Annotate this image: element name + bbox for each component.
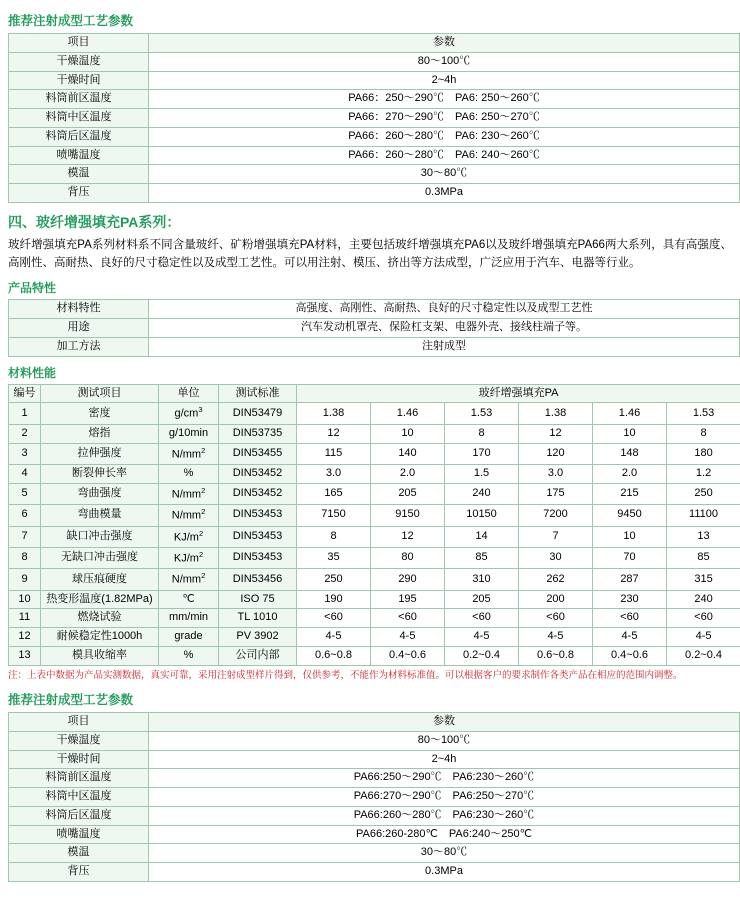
test-unit: ℃ (159, 590, 219, 609)
test-value-4: 287 (593, 569, 667, 590)
test-value-0: 35 (297, 547, 371, 568)
test-value-1: 290 (371, 569, 445, 590)
row-number: 4 (9, 464, 41, 483)
row-number: 9 (9, 569, 41, 590)
test-value-0: 0.6~0.8 (297, 646, 371, 665)
column-header-0: 项目 (9, 34, 149, 53)
test-value-0: 115 (297, 443, 371, 464)
row-value: 30～80℃ (149, 844, 740, 863)
features-title: 产品特性 (8, 281, 57, 296)
test-unit: % (159, 464, 219, 483)
test-unit: grade (159, 628, 219, 647)
row-value: 2~4h (149, 750, 740, 769)
test-standard: PV 3902 (219, 628, 297, 647)
column-group-header: 玻纤增强填充PA (297, 384, 740, 403)
row-value: 80～100℃ (149, 52, 740, 71)
test-standard: DIN53456 (219, 569, 297, 590)
test-value-4: 9450 (593, 505, 667, 526)
feature-label: 材料特性 (9, 300, 149, 319)
table-row (9, 424, 740, 443)
top-process-title: 推荐注射成型工艺参数 (8, 14, 134, 28)
test-value-2: 170 (445, 443, 519, 464)
column-header-2: 单位 (159, 384, 219, 403)
test-value-5: 85 (667, 547, 740, 568)
features-body (9, 300, 740, 356)
table-row (9, 71, 740, 90)
test-item: 弯曲模量 (41, 505, 159, 526)
test-value-3: 7 (519, 526, 593, 547)
test-value-0: 1.38 (297, 403, 371, 424)
test-value-0: <60 (297, 609, 371, 628)
row-value: PA66：260～280℃ PA6: 240～260℃ (149, 146, 740, 165)
test-standard: TL 1010 (219, 609, 297, 628)
test-unit: $N/mm^2$ (159, 569, 219, 590)
test-value-3: 1.38 (519, 403, 593, 424)
table-row (9, 52, 740, 71)
test-standard: ISO 75 (219, 590, 297, 609)
table-row (9, 464, 740, 483)
test-value-4: 70 (593, 547, 667, 568)
test-value-0: 12 (297, 424, 371, 443)
table-row (9, 505, 740, 526)
test-value-5: 0.2~0.4 (667, 646, 740, 665)
test-value-4: 2.0 (593, 464, 667, 483)
table-row (9, 825, 740, 844)
bottom-process-body (9, 713, 740, 882)
test-value-0: 250 (297, 569, 371, 590)
top-process-body (9, 34, 740, 203)
test-value-1: 12 (371, 526, 445, 547)
test-value-1: 4-5 (371, 628, 445, 647)
test-value-2: 1.5 (445, 464, 519, 483)
table-row (9, 628, 740, 647)
table-row (9, 646, 740, 665)
row-label: 料筒中区温度 (9, 788, 149, 807)
column-header-0: 编号 (9, 384, 41, 403)
test-value-2: 1.53 (445, 403, 519, 424)
features-table (8, 299, 740, 356)
row-label: 干燥时间 (9, 71, 149, 90)
row-value: PA66:260-280℃ PA6:240～250℃ (149, 825, 740, 844)
row-label: 喷嘴温度 (9, 146, 149, 165)
table-row (9, 731, 740, 750)
table-row (9, 483, 740, 504)
table-row (9, 863, 740, 882)
table-row (9, 609, 740, 628)
table-row (9, 443, 740, 464)
bottom-process-title: 推荐注射成型工艺参数 (8, 693, 134, 708)
test-value-0: 4-5 (297, 628, 371, 647)
row-label: 干燥温度 (9, 52, 149, 71)
table-row (9, 806, 740, 825)
test-value-0: 8 (297, 526, 371, 547)
test-item: 断裂伸长率 (41, 464, 159, 483)
performance-title: 材料性能 (8, 365, 57, 380)
test-value-5: <60 (667, 609, 740, 628)
row-value: PA66:260～280℃ PA6:230～260℃ (149, 806, 740, 825)
test-value-3: 4-5 (519, 628, 593, 647)
test-unit: $N/mm^2$ (159, 483, 219, 504)
test-standard: DIN53453 (219, 526, 297, 547)
test-value-1: 205 (371, 483, 445, 504)
test-item: 模具收缩率 (41, 646, 159, 665)
test-value-2: 205 (445, 590, 519, 609)
test-value-4: 10 (593, 526, 667, 547)
test-value-1: 1.46 (371, 403, 445, 424)
test-value-5: 250 (667, 483, 740, 504)
row-label: 模温 (9, 844, 149, 863)
table-row (9, 569, 740, 590)
test-standard: DIN53452 (219, 483, 297, 504)
row-value: 0.3MPa (149, 863, 740, 882)
test-value-5: 315 (667, 569, 740, 590)
test-value-4: 148 (593, 443, 667, 464)
table-row (9, 844, 740, 863)
row-number: 12 (9, 628, 41, 647)
column-header-3: 测试标准 (219, 384, 297, 403)
test-standard: 公司内部 (219, 646, 297, 665)
test-value-2: 310 (445, 569, 519, 590)
performance-body (9, 403, 740, 665)
test-standard: DIN53479 (219, 403, 297, 424)
test-standard: DIN53735 (219, 424, 297, 443)
test-value-1: 80 (371, 547, 445, 568)
test-value-4: 230 (593, 590, 667, 609)
performance-head (9, 384, 740, 403)
table-row (9, 788, 740, 807)
test-value-5: 13 (667, 526, 740, 547)
test-value-5: 180 (667, 443, 740, 464)
test-item: 弯曲强度 (41, 483, 159, 504)
row-number: 2 (9, 424, 41, 443)
row-value: PA66:250～290℃ PA6:230～260℃ (149, 769, 740, 788)
table-row (9, 146, 740, 165)
test-item: 热变形温度(1.82MPa) (41, 590, 159, 609)
test-value-0: 7150 (297, 505, 371, 526)
test-item: 密度 (41, 403, 159, 424)
column-header-1: 参数 (149, 34, 740, 53)
test-value-3: 0.6~0.8 (519, 646, 593, 665)
row-label: 料筒中区温度 (9, 109, 149, 128)
row-number: 10 (9, 590, 41, 609)
row-number: 8 (9, 547, 41, 568)
test-item: 无缺口冲击强度 (41, 547, 159, 568)
test-unit: $g/cm^3$ (159, 403, 219, 424)
test-value-3: 175 (519, 483, 593, 504)
test-value-2: 4-5 (445, 628, 519, 647)
table-header-row (9, 384, 740, 403)
table-row (9, 109, 740, 128)
row-value: PA66:270～290℃ PA6:250～270℃ (149, 788, 740, 807)
table-row (9, 90, 740, 109)
feature-label: 用途 (9, 319, 149, 338)
row-value: 80～100℃ (149, 731, 740, 750)
row-value: 2~4h (149, 71, 740, 90)
test-value-4: 0.4~0.6 (593, 646, 667, 665)
test-value-1: 10 (371, 424, 445, 443)
table-row (9, 337, 740, 356)
row-label: 料筒后区温度 (9, 806, 149, 825)
row-value: PA66：250～290℃ PA6: 250～260℃ (149, 90, 740, 109)
test-unit: $N/mm^2$ (159, 443, 219, 464)
test-value-3: 120 (519, 443, 593, 464)
test-item: 燃烧试验 (41, 609, 159, 628)
table-row (9, 127, 740, 146)
chapter-title: 四、玻纤增强填充PA系列： (8, 213, 181, 230)
row-label: 背压 (9, 863, 149, 882)
table-row (9, 184, 740, 203)
test-value-1: 140 (371, 443, 445, 464)
row-number: 11 (9, 609, 41, 628)
feature-value: 注射成型 (149, 337, 740, 356)
test-item: 拉伸强度 (41, 443, 159, 464)
row-label: 干燥时间 (9, 750, 149, 769)
table-row (9, 526, 740, 547)
test-value-3: <60 (519, 609, 593, 628)
test-value-3: 30 (519, 547, 593, 568)
test-standard: DIN53453 (219, 505, 297, 526)
row-number: 1 (9, 403, 41, 424)
test-value-0: 165 (297, 483, 371, 504)
test-value-5: 11100 (667, 505, 740, 526)
test-item: 球压痕硬度 (41, 569, 159, 590)
row-label: 料筒前区温度 (9, 769, 149, 788)
test-value-1: 195 (371, 590, 445, 609)
top-process-table (8, 33, 740, 203)
test-standard: DIN53452 (219, 464, 297, 483)
row-value: PA66：270～290℃ PA6: 250～270℃ (149, 109, 740, 128)
table-row (9, 300, 740, 319)
test-unit: $N/mm^2$ (159, 505, 219, 526)
test-unit: g/10min (159, 424, 219, 443)
table-row (9, 769, 740, 788)
test-value-3: 200 (519, 590, 593, 609)
test-value-3: 3.0 (519, 464, 593, 483)
test-value-3: 12 (519, 424, 593, 443)
test-value-4: 1.46 (593, 403, 667, 424)
performance-note: 注：上表中数据为产品实测数据，真实可靠，采用注射成型样片得到，仅供参考，不能作为材料标准值。可以根据客户的要求制作各类产品在相应的范围内调整。 (8, 669, 683, 681)
test-item: 缺口冲击强度 (41, 526, 159, 547)
row-value: 30～80℃ (149, 165, 740, 184)
test-value-4: 10 (593, 424, 667, 443)
test-value-5: 1.53 (667, 403, 740, 424)
bottom-process-table (8, 712, 740, 882)
test-value-3: 7200 (519, 505, 593, 526)
row-label: 模温 (9, 165, 149, 184)
test-value-5: 8 (667, 424, 740, 443)
table-header-row (9, 713, 740, 732)
test-value-2: 85 (445, 547, 519, 568)
feature-value: 汽车发动机罩壳、保险杠支架、电器外壳、接线柱端子等。 (149, 319, 740, 338)
test-value-2: 0.2~0.4 (445, 646, 519, 665)
table-row (9, 165, 740, 184)
row-label: 料筒后区温度 (9, 127, 149, 146)
test-unit: $KJ/m^2$ (159, 526, 219, 547)
column-header-1: 参数 (149, 713, 740, 732)
row-number: 3 (9, 443, 41, 464)
test-value-2: 10150 (445, 505, 519, 526)
chapter-paragraph: 玻纤增强填充PA系列材料系不同含量玻纤、矿粉增强填充PA材料，主要包括玻纤增强填充PA6以及玻纤增强填充PA66两大系列，具有高强度、高刚性、高耐热、良好的尺寸稳定性以及成型工艺性。可以用注射、模压、挤出等方法成型，广泛应用于汽车、电器等行业。 (8, 238, 732, 269)
test-unit: mm/min (159, 609, 219, 628)
row-label: 喷嘴温度 (9, 825, 149, 844)
test-value-4: 215 (593, 483, 667, 504)
row-value: PA66：260～280℃ PA6: 230～260℃ (149, 127, 740, 146)
row-number: 6 (9, 505, 41, 526)
performance-table (8, 384, 740, 666)
test-value-5: 4-5 (667, 628, 740, 647)
row-number: 13 (9, 646, 41, 665)
feature-label: 加工方法 (9, 337, 149, 356)
test-value-1: 0.4~0.6 (371, 646, 445, 665)
test-value-5: 240 (667, 590, 740, 609)
test-unit: % (159, 646, 219, 665)
test-value-3: 262 (519, 569, 593, 590)
test-item: 熔指 (41, 424, 159, 443)
test-item: 耐候稳定性1000h (41, 628, 159, 647)
test-unit: $KJ/m^2$ (159, 547, 219, 568)
test-value-4: 4-5 (593, 628, 667, 647)
row-label: 背压 (9, 184, 149, 203)
table-row (9, 547, 740, 568)
test-value-0: 190 (297, 590, 371, 609)
test-value-2: 8 (445, 424, 519, 443)
feature-value: 高强度、高刚性、高耐热、良好的尺寸稳定性以及成型工艺性 (149, 300, 740, 319)
row-label: 干燥温度 (9, 731, 149, 750)
test-value-1: 2.0 (371, 464, 445, 483)
test-value-2: <60 (445, 609, 519, 628)
row-number: 7 (9, 526, 41, 547)
test-value-5: 1.2 (667, 464, 740, 483)
row-number: 5 (9, 483, 41, 504)
test-standard: DIN53455 (219, 443, 297, 464)
test-value-0: 3.0 (297, 464, 371, 483)
row-label: 料筒前区温度 (9, 90, 149, 109)
test-value-4: <60 (593, 609, 667, 628)
test-standard: DIN53453 (219, 547, 297, 568)
column-header-1: 测试项目 (41, 384, 159, 403)
test-value-1: 9150 (371, 505, 445, 526)
row-value: 0.3MPa (149, 184, 740, 203)
table-row (9, 590, 740, 609)
test-value-1: <60 (371, 609, 445, 628)
table-row (9, 750, 740, 769)
table-row (9, 403, 740, 424)
table-header-row (9, 34, 740, 53)
test-value-2: 14 (445, 526, 519, 547)
table-row (9, 319, 740, 338)
column-header-0: 项目 (9, 713, 149, 732)
test-value-2: 240 (445, 483, 519, 504)
